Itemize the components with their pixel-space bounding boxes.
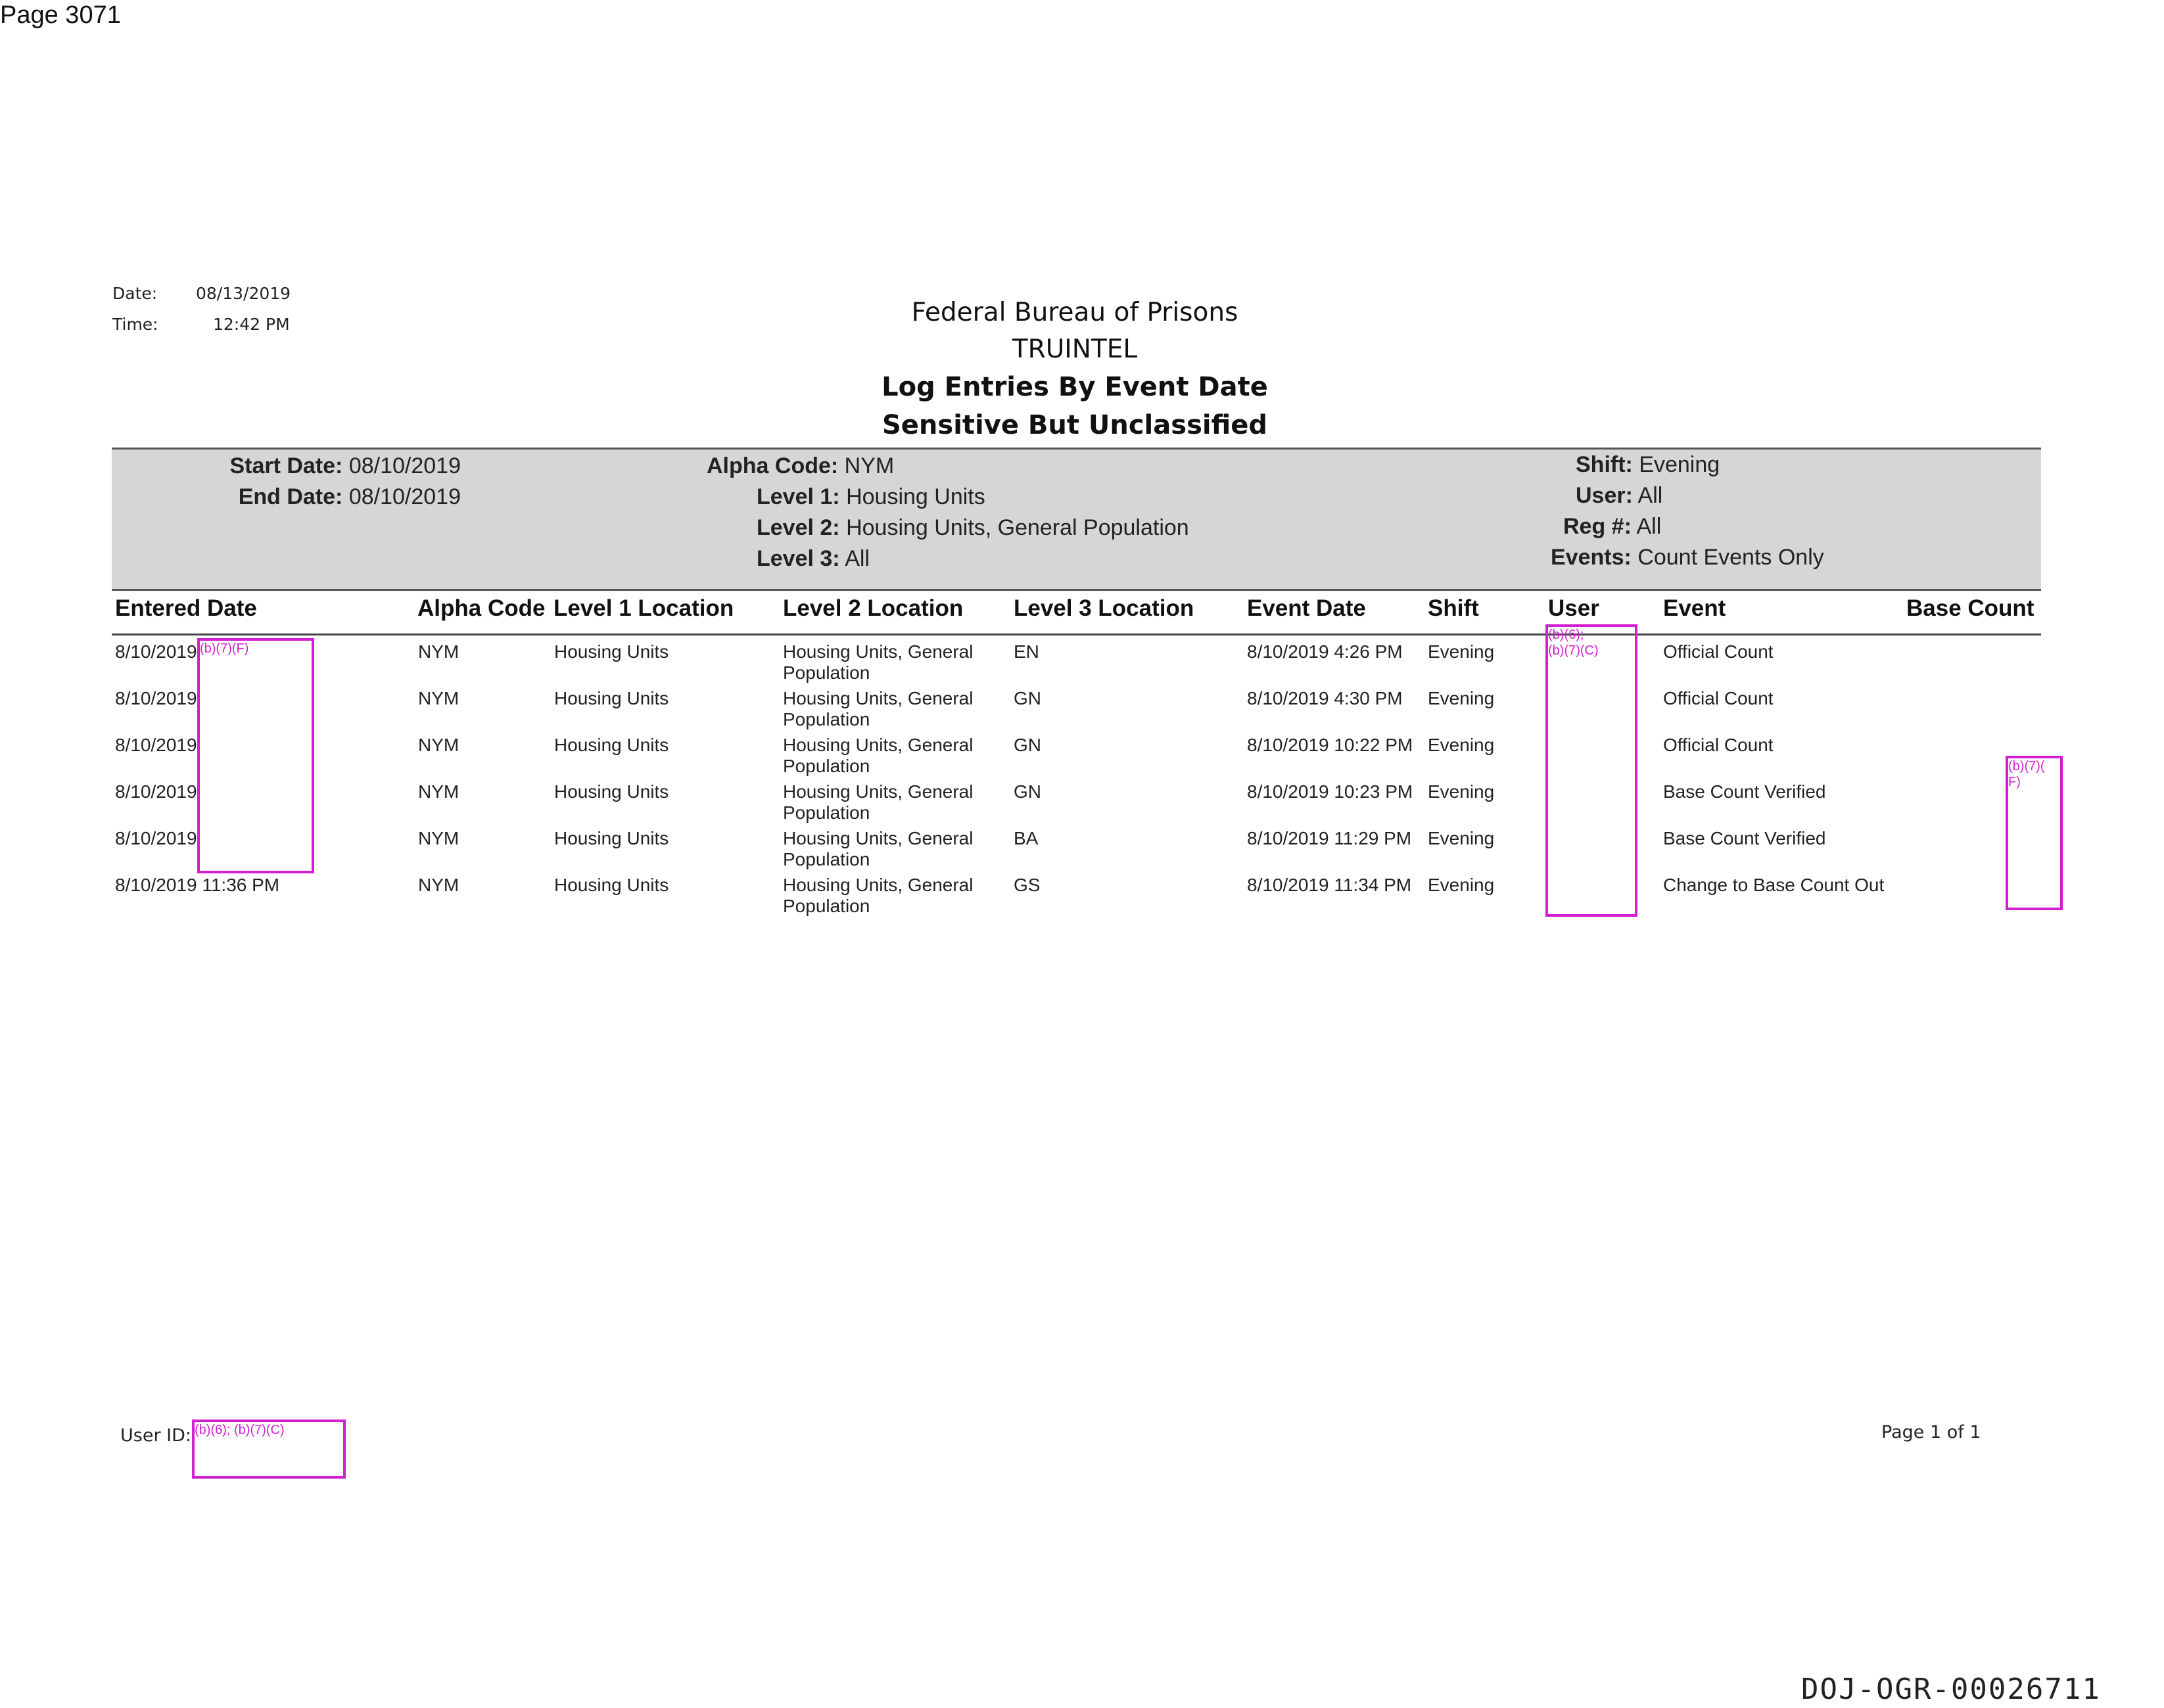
level1-cell: Housing Units	[554, 875, 669, 895]
level3-cell: EN	[1014, 641, 1039, 662]
alpha-code-cell: NYM	[418, 875, 459, 895]
redaction-code: (b)(6);	[1548, 628, 1584, 642]
user-label: User:	[1576, 483, 1633, 508]
event-date-cell: 8/10/2019 4:26 PM	[1247, 641, 1403, 662]
level2-value: Housing Units, General Population	[846, 515, 1189, 540]
alpha-code-value: NYM	[844, 453, 895, 478]
event-cell: Change to Base Count Out	[1663, 875, 1885, 895]
start-date-value: 08/10/2019	[348, 453, 461, 478]
redaction-box-user	[1545, 624, 1637, 917]
level1-cell: Housing Units	[554, 641, 669, 662]
reg-label: Reg #:	[1563, 514, 1632, 539]
shift-cell: Evening	[1428, 641, 1495, 662]
level3-cell: GN	[1014, 688, 1041, 708]
shift-cell: Evening	[1428, 781, 1495, 802]
redaction-code: (b)(7)(F)	[200, 641, 249, 656]
classification-marking: Sensitive But Unclassified	[882, 410, 1267, 440]
level3-label: Level 3:	[757, 546, 840, 571]
level2-cell: Housing Units, General Population	[783, 828, 974, 869]
shift-value: Evening	[1639, 452, 1720, 477]
level1-value: Housing Units	[846, 484, 985, 509]
level1-label: Level 1:	[757, 484, 840, 509]
entered-date-cell: 8/10/2019	[115, 688, 197, 708]
redaction-code: (b)(6); (b)(7)(C)	[195, 1423, 285, 1437]
level2-label: Level 2:	[757, 515, 840, 540]
alpha-code-label: Alpha Code:	[707, 453, 839, 478]
level1-cell: Housing Units	[554, 828, 669, 848]
reg-value: All	[1636, 514, 1662, 539]
column-header-entered-date: Entered Date	[115, 595, 257, 621]
event-date-cell: 8/10/2019 10:23 PM	[1247, 781, 1413, 802]
end-date-label: End Date:	[238, 484, 343, 509]
start-date-param	[118, 453, 461, 479]
level2-cell: Housing Units, General Population	[783, 735, 974, 776]
entered-date-cell: 8/10/2019	[115, 828, 197, 848]
column-header-alpha-code: Alpha Code	[417, 595, 546, 621]
event-cell: Official Count	[1663, 688, 1774, 708]
report-title: Log Entries By Event Date	[882, 372, 1268, 402]
shift-cell: Evening	[1428, 828, 1495, 848]
redaction-box-base-count	[2006, 756, 2063, 910]
start-date-label: Start Date:	[229, 453, 343, 478]
event-date-cell: 8/10/2019 11:29 PM	[1247, 828, 1412, 848]
report-time-label: Time:	[112, 315, 158, 334]
alpha-code-cell: NYM	[418, 781, 459, 802]
entered-date-cell: 8/10/2019	[115, 781, 197, 802]
shift-cell: Evening	[1428, 688, 1495, 708]
header-divider	[112, 634, 2041, 635]
level2-param	[757, 515, 1189, 541]
event-cell: Official Count	[1663, 735, 1774, 755]
redaction-box-user-id	[192, 1419, 346, 1479]
report-time-value: 12:42 PM	[213, 315, 290, 334]
page-of-label: Page 1 of 1	[1881, 1422, 1981, 1443]
column-header-level3: Level 3 Location	[1014, 595, 1194, 621]
column-header-event: Event	[1663, 595, 1726, 621]
level1-cell: Housing Units	[554, 781, 669, 802]
column-header-level1: Level 1 Location	[553, 595, 734, 621]
level1-cell: Housing Units	[554, 688, 669, 708]
event-cell: Official Count	[1663, 641, 1774, 662]
user-id-label: User ID:	[120, 1425, 191, 1446]
level1-cell: Housing Units	[554, 735, 669, 755]
end-date-value: 08/10/2019	[348, 484, 461, 509]
reg-param	[1563, 514, 1661, 540]
column-header-level2: Level 2 Location	[783, 595, 964, 621]
column-header-user: User	[1548, 595, 1599, 621]
event-date-cell: 8/10/2019 10:22 PM	[1247, 735, 1413, 755]
redaction-code: (b)(7)(	[2008, 759, 2045, 773]
level3-cell: BA	[1014, 828, 1039, 848]
entered-date-cell: 8/10/2019	[115, 641, 197, 662]
report-date-label: Date:	[112, 284, 158, 303]
shift-cell: Evening	[1428, 735, 1495, 755]
level3-param	[757, 546, 870, 572]
alpha-code-cell: NYM	[418, 828, 459, 848]
events-label: Events:	[1551, 545, 1632, 570]
event-cell: Base Count Verified	[1663, 781, 1826, 802]
event-cell: Base Count Verified	[1663, 828, 1826, 848]
system-name: TRUINTEL	[1012, 335, 1138, 364]
shift-cell: Evening	[1428, 875, 1495, 895]
organization-name: Federal Bureau of Prisons	[911, 298, 1238, 327]
level3-cell: GN	[1014, 781, 1041, 802]
user-value: All	[1637, 483, 1663, 508]
user-param	[1576, 483, 1662, 509]
page-number-label: Page 3071	[0, 1, 121, 29]
shift-param	[1576, 452, 1720, 478]
event-date-cell: 8/10/2019 11:34 PM	[1247, 875, 1412, 895]
entered-date-cell: 8/10/2019	[115, 735, 197, 755]
column-header-shift: Shift	[1428, 595, 1479, 621]
level3-cell: GS	[1014, 875, 1041, 895]
level2-cell: Housing Units, General Population	[783, 688, 974, 729]
column-header-event-date: Event Date	[1247, 595, 1366, 621]
report-date-value: 08/13/2019	[196, 284, 291, 303]
bates-number: DOJ-OGR-00026711	[1801, 1673, 2101, 1706]
level3-value: All	[845, 546, 870, 571]
events-param	[1551, 545, 1824, 570]
shift-label: Shift:	[1576, 452, 1633, 477]
event-date-cell: 8/10/2019 4:30 PM	[1247, 688, 1403, 708]
alpha-code-cell: NYM	[418, 688, 459, 708]
level2-cell: Housing Units, General Population	[783, 641, 974, 683]
redaction-code: F)	[2008, 775, 2021, 789]
redaction-box-entered-time	[197, 638, 314, 873]
end-date-param	[118, 484, 461, 510]
level3-cell: GN	[1014, 735, 1041, 755]
alpha-code-param	[707, 453, 894, 479]
level2-cell: Housing Units, General Population	[783, 781, 974, 823]
redaction-code: (b)(7)(C)	[1548, 643, 1599, 658]
events-value: Count Events Only	[1637, 545, 1824, 570]
alpha-code-cell: NYM	[418, 735, 459, 755]
level2-cell: Housing Units, General Population	[783, 875, 974, 916]
level1-param	[757, 484, 985, 510]
column-header-base-count: Base Count	[1906, 595, 2035, 621]
entered-date-cell: 8/10/2019 11:36 PM	[115, 875, 280, 895]
alpha-code-cell: NYM	[418, 641, 459, 662]
